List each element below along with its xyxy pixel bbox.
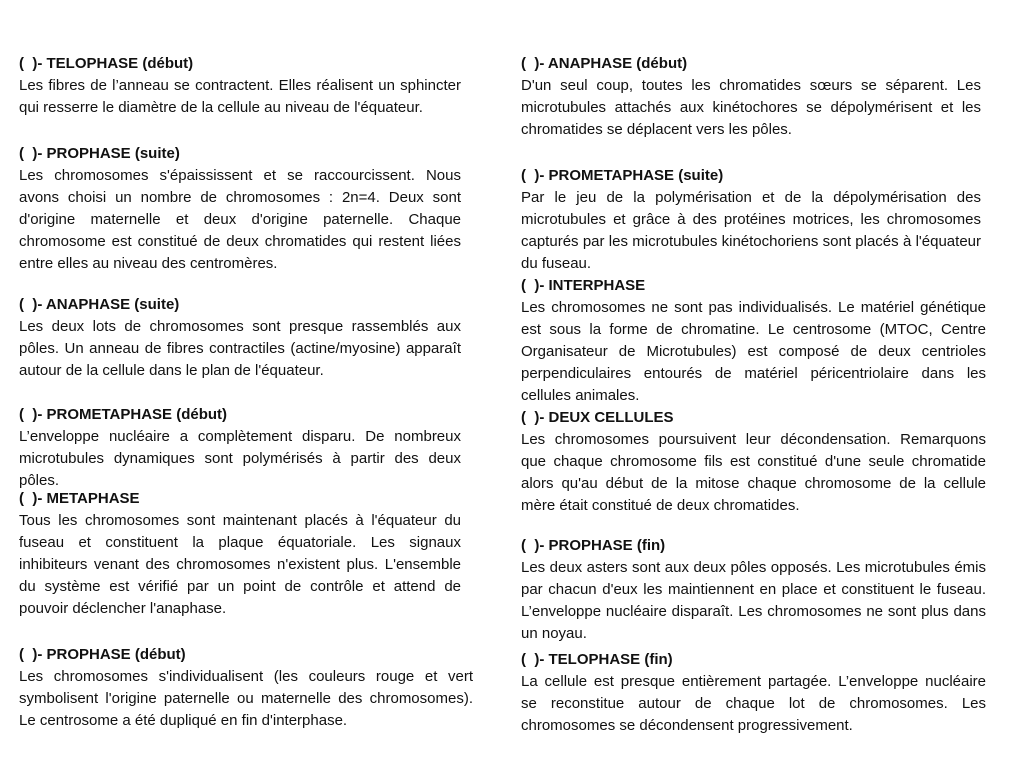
block-text: L’enveloppe nucléaire a complètement disparu. De nombreux microtubules dynamiques sont polymérisés à partir des deux pôles. [19, 428, 461, 489]
block-title: ( )- DEUX CELLULES [521, 409, 674, 426]
block-text: Les deux asters sont aux deux pôles opposés. Les microtubules émis par chacun d'eux les maintiennent en place et constituent le fuseau. L’enveloppe nucléaire disparaît. Les chromosomes ne sont plus dans un noyau. [521, 559, 986, 642]
block-text: Les deux lots de chromosomes sont presque rassemblés aux pôles. Un anneau de fibres contractiles (actine/myosine) apparaît autour de la cellule dans le plan de l'équateur. [19, 318, 461, 379]
block-text: Les chromosomes ne sont pas individualisés. Le matériel génétique est sous la forme de chromatine. Le centrosome (MTOC, Centre Organisateur de Microtubules) est composé de deux centrioles perpendiculaires entourés de matériel péricentriolaire dans les cellules animales. [521, 299, 986, 404]
block-anaphase-suite [19, 294, 461, 382]
block-title: ( )- ANAPHASE (suite) [19, 296, 180, 313]
block-title: ( )- PROPHASE (fin) [521, 537, 666, 554]
block-anaphase-debut [521, 53, 981, 141]
block-title: ( )- ANAPHASE (début) [521, 55, 688, 72]
block-prophase-suite [19, 143, 461, 275]
block-title: ( )- TELOPHASE (début) [19, 55, 194, 72]
block-prometaphase-debut [19, 404, 461, 492]
block-text: Par le jeu de la polymérisation et de la dépolymérisation des microtubules et grâce à des protéines motrices, les chromosomes capturés par les microtubules kinétochoriens sont placés à l'équateur du fuseau. [521, 189, 981, 272]
block-title: ( )- PROPHASE (suite) [19, 145, 180, 162]
block-title: ( )- INTERPHASE [521, 277, 646, 294]
block-text: Les chromosomes s'individualisent (les couleurs rouge et vert symbolisent l'origine paternelle ou maternelle des chromosomes). Le centrosome a été dupliqué en fin d'interphase. [19, 668, 473, 729]
block-telophase-debut [19, 53, 461, 119]
block-title: ( )- TELOPHASE (fin) [521, 651, 673, 668]
block-title: ( )- PROMETAPHASE (début) [19, 406, 228, 423]
block-prometaphase-suite [521, 165, 981, 275]
block-title: ( )- METAPHASE [19, 490, 140, 507]
block-prophase-debut [19, 644, 473, 732]
block-text: Les chromosomes poursuivent leur décondensation. Remarquons que chaque chromosome fils est constitué d'une seule chromatide alors qu'au début de la mitose chaque chromosome de la cellule mère était constitué de deux chromatides. [521, 431, 986, 514]
block-text: Les fibres de l’anneau se contractent. Elles réalisent un sphincter qui resserre le diamètre de la cellule au niveau de l'équateur. [19, 77, 461, 116]
block-text: D'un seul coup, toutes les chromatides sœurs se séparent. Les microtubules attachés aux kinétochores se dépolymérisent et les chromatides se déplacent vers les pôles. [521, 77, 981, 138]
block-text: Les chromosomes s'épaississent et se raccourcissent. Nous avons choisi un nombre de chromosomes : 2n=4. Deux sont d'origine maternelle et deux d'origine paternelle. Chaque chromosome est constitué de deux chromatides qui restent liées entre elles au niveau des centromères. [19, 167, 461, 272]
block-interphase [521, 275, 986, 407]
block-title: ( )- PROPHASE (début) [19, 646, 186, 663]
block-title: ( )- PROMETAPHASE (suite) [521, 167, 724, 184]
block-prophase-fin [521, 535, 986, 645]
block-telophase-fin [521, 649, 986, 737]
block-text: La cellule est presque entièrement partagée. L’enveloppe nucléaire se reconstitue autour de chaque lot de chromosomes. Les chromosomes se décondensent progressivement. [521, 673, 986, 734]
block-deux-cellules [521, 407, 986, 517]
block-metaphase [19, 488, 461, 620]
block-text: Tous les chromosomes sont maintenant placés à l'équateur du fuseau et constituent la plaque équatoriale. Les signaux inhibiteurs venant des chromosomes n'existent plus. L'ensemble du système est vérifié par un point de contrôle et attend de pouvoir déclencher l'anaphase. [19, 512, 461, 617]
